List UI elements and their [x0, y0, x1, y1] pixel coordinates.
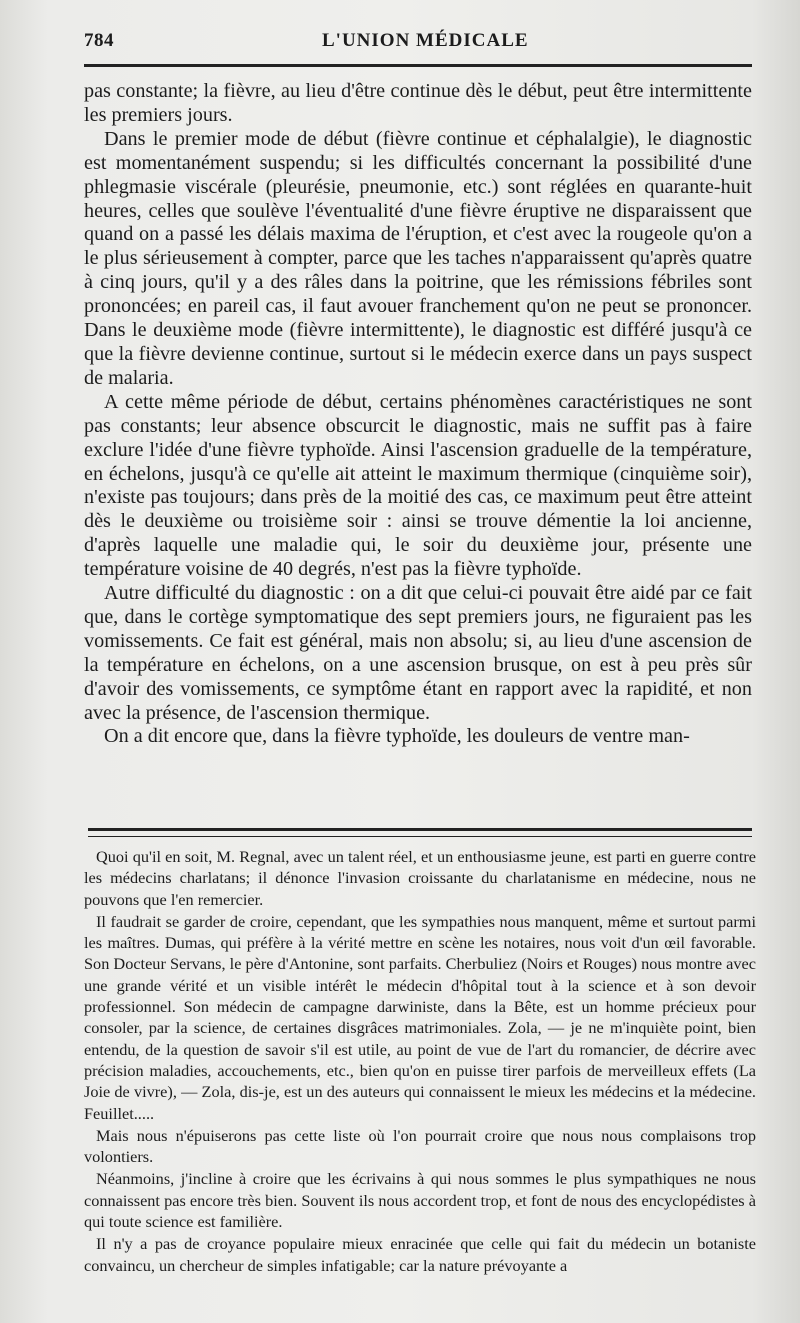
- page-header: [84, 30, 752, 58]
- footnote-rule: [88, 828, 752, 837]
- header-rule: [84, 64, 752, 67]
- main-paragraph: Dans le premier mode de début (fièvre continue et céphalalgie), le diagnostic est momentanément suspendu; si les difficultés concernant la possibilité d'une phlegmasie viscérale (pleurésie, pneumonie, etc.) sont réglées en quarante-huit heures, celles que soulève l'éventualité d'une fièvre éruptive ne disparaissent que quand on a passé les délais maxima de l'éruption, et c'est avec la rougeole qu'on a le plus sérieusement à compter, parce que les taches n'apparaissent qu'après quatre à cinq jours, qu'il y a des râles dans la poitrine, que les rémissions fébriles sont prononcées; en pareil cas, il faut avouer franchement qu'on ne peut se prononcer. Dans le deuxième mode (fièvre intermittente), le diagnostic est différé jusqu'à ce que la fièvre devienne continue, surtout si le médecin exerce dans un pays suspect de malaria.: [84, 127, 752, 389]
- footnote-paragraph: Il faudrait se garder de croire, cependant, que les sympathies nous manquent, même et surtout parmi les maîtres. Dumas, qui préfère à la vérité mettre en scène les notaires, nous voit d'un œil favorable. Son Docteur Servans, le père d'Antonine, sont parfaits. Cherbuliez (Noirs et Rouges) nous montre avec une grande vérité et un visible intérêt le médecin d'hôpital tout à la science et à son devoir professionnel. Son médecin de campagne darwiniste, dans la Bête, est un homme précieux pour consoler, par la science, de certaines disgrâces matrimoniales. Zola, — je ne m'inquiète point, bien entendu, de la question de savoir s'il est utile, au point de vue de l'art du romancier, de décrire avec précision maladies, accouchements, etc., bien qu'on en puisse tirer parfois de merveilleux effets (La Joie de vivre), — Zola, dis-je, est un des auteurs qui connaissent le mieux les médecins et la médecine. Feuillet.....: [84, 911, 756, 1123]
- footnote-paragraph: Quoi qu'il en soit, M. Regnal, avec un talent réel, et un enthousiasme jeune, est parti en guerre contre les médecins charlatans; il dénonce l'invasion croissante du charlatanisme en médecine, nous ne pouvons que l'en remercier.: [84, 847, 756, 909]
- page-number: 784: [84, 30, 114, 51]
- main-paragraph: A cette même période de début, certains phénomènes caractéristiques ne sont pas constants; leur absence obscurcit le diagnostic, mais ne suffit pas à faire exclure l'idée d'une fièvre typhoïde. Ainsi l'ascension graduelle de la température, en échelons, jusqu'à ce qu'elle ait atteint le maximum thermique (cinquième soir), n'existe pas toujours; dans près de la moitié des cas, ce maximum peut être atteint dès le deuxième ou troisième soir : ainsi se trouve démentie la loi ancienne, d'après laquelle une maladie qui, le soir du deuxième jour, présente une température voisine de 40 degrés, n'est pas la fièvre typhoïde.: [84, 390, 752, 581]
- running-title: L'UNION MÉDICALE: [322, 30, 529, 51]
- main-paragraph: On a dit encore que, dans la fièvre typhoïde, les douleurs de ventre man-: [104, 725, 690, 748]
- footnote-paragraph: Mais nous n'épuiserons pas cette liste où l'on pourrait croire que nous nous complaisons trop volontiers.: [84, 1125, 756, 1167]
- footnote-paragraph: Néanmoins, j'incline à croire que les écrivains à qui nous sommes le plus sympathiques ne nous connaissent pas encore très bien. Souvent ils nous accordent trop, et font de nous des encyclopédistes à qui toute science est familière.: [84, 1169, 756, 1232]
- footnote-paragraph: Il n'y a pas de croyance populaire mieux enracinée que celle qui fait du médecin un botaniste convaincu, un chercheur de simples infatigable; car la nature prévoyante a: [84, 1234, 756, 1275]
- footnotes: [84, 846, 756, 1276]
- main-paragraph: pas constante; la fièvre, au lieu d'être continue dès le début, peut être intermittente les premiers jours.: [84, 80, 752, 126]
- main-text: [84, 80, 752, 749]
- main-paragraph: Autre difficulté du diagnostic : on a dit que celui-ci pouvait être aidé par ce fait que, dans le cortège symptomatique des sept premiers jours, ne figuraient pas les vomissements. Ce fait est général, mais non absolu; si, au lieu d'une ascension de la température en échelons, on a une ascension brusque, on est à peu près sûr d'avoir des vomissements, ce symptôme étant en rapport avec la rapidité, et non avec la présence, de l'ascension thermique.: [84, 582, 752, 724]
